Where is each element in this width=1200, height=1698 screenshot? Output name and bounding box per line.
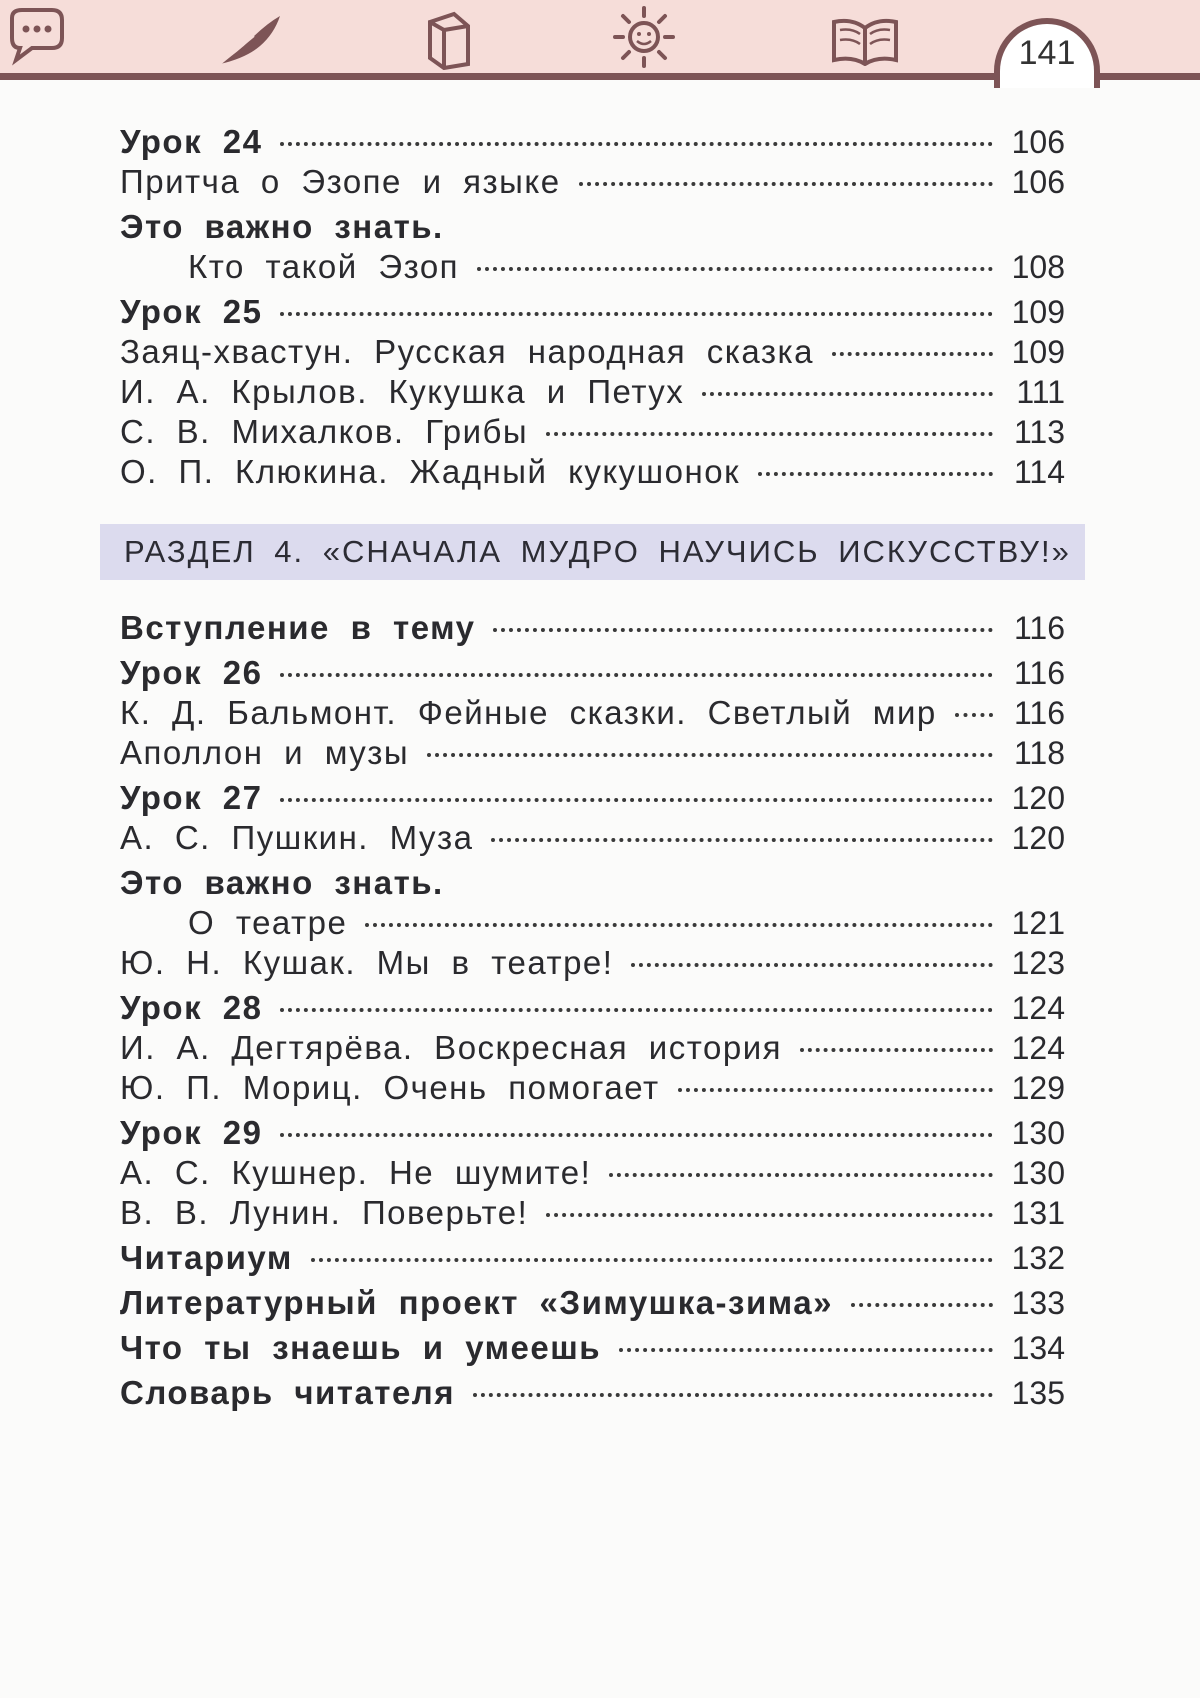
toc-entry-title: Притча о Эзопе и языке	[120, 163, 561, 200]
dot-leader	[365, 923, 993, 927]
page-number: 141	[994, 18, 1100, 88]
table-of-contents	[120, 122, 1071, 1413]
toc-entry	[120, 372, 1065, 412]
toc-entry-title: Заяц-хвастун. Русская народная сказка	[120, 333, 815, 370]
toc-entry-page: 116	[1013, 610, 1065, 646]
toc-entry	[120, 818, 1065, 858]
toc-entry-title: Урок 29	[120, 1114, 263, 1151]
toc-entry-title: О. П. Клюкина. Жадный кукушонок	[120, 453, 741, 490]
dot-leader	[280, 1133, 993, 1137]
dot-leader	[546, 432, 993, 436]
page-header	[0, 0, 1200, 80]
toc-entry	[120, 778, 1065, 818]
toc-entry	[120, 1373, 1065, 1413]
toc-entry-title: Аполлон и музы	[120, 734, 410, 771]
toc-entry-page: 118	[1013, 735, 1065, 771]
toc-entry-title: Вступление в тему	[120, 609, 476, 646]
toc-entry	[120, 1283, 1065, 1323]
toc-entry-title: О театре	[188, 904, 348, 941]
toc-entry-page: 113	[1013, 414, 1065, 450]
dot-leader	[280, 142, 993, 146]
toc-entry-page: 124	[1011, 990, 1065, 1026]
toc-subheading	[120, 207, 1065, 247]
toc-entry-title: В. В. Лунин. Поверьте!	[120, 1194, 529, 1231]
toc-entry-title: К. Д. Бальмонт. Фейные сказки. Светлый мир	[120, 694, 937, 731]
toc-entry-title: Словарь читателя	[120, 1374, 456, 1411]
toc-entry-title: Урок 28	[120, 989, 263, 1026]
toc-entry-page: 120	[1011, 780, 1065, 816]
toc-subheading	[120, 863, 1065, 903]
toc-entry-title: Урок 26	[120, 654, 263, 691]
toc-entry	[120, 903, 1065, 943]
toc-entry	[120, 162, 1065, 202]
toc-entry-page: 129	[1011, 1070, 1065, 1106]
dot-leader	[609, 1173, 993, 1177]
toc-entry-page: 108	[1011, 249, 1065, 285]
feather-icon	[214, 12, 284, 68]
toc-entry-title: Кто такой Эзоп	[188, 248, 460, 285]
toc-entry-page: 130	[1011, 1115, 1065, 1151]
toc-entry-title: Что ты знаешь и умеешь	[120, 1329, 602, 1366]
toc-entry-page: 109	[1011, 334, 1065, 370]
toc-entry	[120, 292, 1065, 332]
toc-entry-page: 123	[1011, 945, 1065, 981]
toc-entry	[120, 1193, 1065, 1233]
toc-entry-page: 106	[1011, 164, 1065, 200]
section-title: РАЗДЕЛ 4. «СНАЧАЛА МУДРО НАУЧИСЬ ИСКУССТВУ!»	[100, 524, 1085, 580]
toc-entry	[120, 988, 1065, 1028]
book-icon	[420, 10, 476, 70]
dot-leader	[427, 753, 993, 757]
dot-leader	[473, 1393, 993, 1397]
toc-entry-page: 111	[1016, 374, 1065, 410]
toc-entry-page: 124	[1011, 1030, 1065, 1066]
toc-entry-page: 130	[1011, 1155, 1065, 1191]
toc-entry	[120, 1328, 1065, 1368]
dot-leader	[477, 267, 993, 271]
toc-part-1	[120, 122, 1065, 492]
toc-entry-page: 133	[1011, 1285, 1065, 1321]
dot-leader	[619, 1348, 993, 1352]
toc-entry-page: 114	[1013, 454, 1065, 490]
toc-entry-page: 116	[1013, 655, 1065, 691]
toc-entry-page: 106	[1011, 124, 1065, 160]
toc-entry-title: А. С. Пушкин. Муза	[120, 819, 474, 856]
toc-entry-title: Урок 27	[120, 779, 263, 816]
dot-leader	[491, 838, 993, 842]
speech-bubble-icon	[4, 6, 70, 66]
toc-entry	[120, 247, 1065, 287]
dot-leader	[702, 392, 993, 396]
toc-entry	[120, 943, 1065, 983]
toc-entry-title: С. В. Михалков. Грибы	[120, 413, 529, 450]
dot-leader	[851, 1303, 993, 1307]
toc-entry	[120, 122, 1065, 162]
toc-entry	[120, 1113, 1065, 1153]
toc-entry-page: 116	[1013, 695, 1065, 731]
toc-entry	[120, 412, 1065, 452]
toc-entry-page: 135	[1011, 1375, 1065, 1411]
dot-leader	[800, 1048, 993, 1052]
dot-leader	[546, 1213, 993, 1217]
toc-entry-title: Это важно знать.	[120, 864, 444, 901]
dot-leader	[832, 352, 993, 356]
dot-leader	[493, 628, 993, 632]
toc-entry	[120, 452, 1065, 492]
toc-entry-title: И. А. Крылов. Кукушка и Петух	[120, 373, 685, 410]
toc-entry-title: И. А. Дегтярёва. Воскресная история	[120, 1029, 782, 1066]
dot-leader	[280, 312, 993, 316]
dot-leader	[280, 673, 993, 677]
toc-entry	[120, 1238, 1065, 1278]
toc-entry	[120, 1028, 1065, 1068]
toc-entry-title: Читариум	[120, 1239, 293, 1276]
toc-entry-page: 134	[1011, 1330, 1065, 1366]
toc-part-2	[120, 608, 1065, 1413]
toc-entry-page: 132	[1011, 1240, 1065, 1276]
dot-leader	[758, 472, 993, 476]
toc-entry-title: Ю. П. Мориц. Очень помогает	[120, 1069, 660, 1106]
dot-leader	[280, 1008, 993, 1012]
toc-entry	[120, 733, 1065, 773]
toc-entry-title: Урок 24	[120, 123, 263, 160]
open-book-icon	[828, 14, 902, 66]
dot-leader	[579, 182, 993, 186]
dot-leader	[631, 963, 993, 967]
toc-entry	[120, 653, 1065, 693]
toc-entry-title: А. С. Кушнер. Не шумите!	[120, 1154, 592, 1191]
toc-entry-page: 131	[1011, 1195, 1065, 1231]
toc-entry-page: 120	[1011, 820, 1065, 856]
toc-entry-title: Ю. Н. Кушак. Мы в театре!	[120, 944, 614, 981]
dot-leader	[955, 713, 993, 717]
toc-entry-title: Урок 25	[120, 293, 263, 330]
dot-leader	[311, 1258, 993, 1262]
toc-entry	[120, 608, 1065, 648]
dot-leader	[678, 1088, 993, 1092]
dot-leader	[280, 798, 993, 802]
toc-entry	[120, 693, 1065, 733]
toc-entry-page: 109	[1011, 294, 1065, 330]
toc-entry-page: 121	[1011, 905, 1065, 941]
sun-icon	[612, 6, 676, 68]
toc-entry	[120, 332, 1065, 372]
toc-entry-title: Это важно знать.	[120, 208, 444, 245]
toc-entry	[120, 1153, 1065, 1193]
toc-entry-title: Литературный проект «Зимушка-зима»	[120, 1284, 833, 1321]
toc-entry	[120, 1068, 1065, 1108]
